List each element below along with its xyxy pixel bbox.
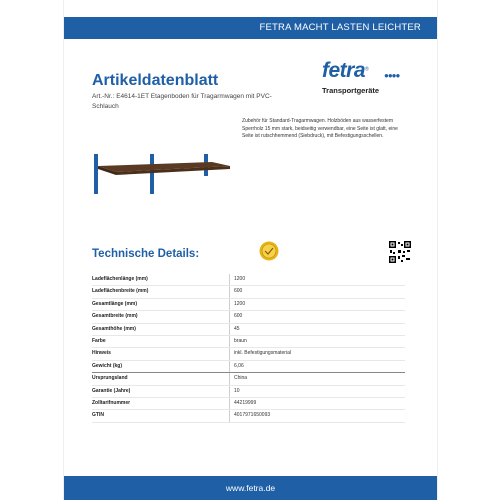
document-title: Artikeldatenblatt <box>92 72 219 89</box>
spec-row <box>92 299 405 311</box>
spec-label: Gesamtlänge (mm) <box>92 299 230 310</box>
spec-row <box>92 386 405 398</box>
fetra-logo <box>322 59 402 99</box>
footer-bar <box>64 476 437 500</box>
spec-value: China <box>234 375 248 382</box>
spec-label: Garantie (Jahre) <box>92 386 230 397</box>
footer-url[interactable]: www.fetra.de <box>225 483 276 493</box>
spec-value: 6,06 <box>234 362 244 369</box>
spec-label: Gewicht (kg) <box>92 361 230 372</box>
spec-label: Farbe <box>92 336 230 347</box>
spec-value: 600 <box>234 288 243 295</box>
spec-row <box>92 286 405 298</box>
spec-row <box>92 274 405 286</box>
datasheet-page <box>64 0 437 500</box>
spec-label: Gesamtbreite (mm) <box>92 311 230 322</box>
technical-specs-table <box>92 274 405 423</box>
spec-label: Ladeflächenlänge (mm) <box>92 274 230 285</box>
spec-row <box>92 348 405 360</box>
spec-label: Ursprungsland <box>92 373 230 384</box>
spec-value: 44219999 <box>234 399 257 406</box>
spec-label: Zolltarifnummer <box>92 398 230 409</box>
qr-code-icon <box>389 241 411 263</box>
spec-label: Hinweis <box>92 348 230 359</box>
product-description: Zubehör für Standard-Tragarmwagen. Holzböden aus wasserfestem Sperrholz 15 mm stark, beidseitig verwendbar, eine Seite ist glatt, eine Seite ist rutschhemmend (Siebdruck), mit Befestigungsschellen. <box>242 118 398 139</box>
spec-row <box>92 373 405 385</box>
logo-dots: ●●●● <box>384 71 400 80</box>
logo-tagline: Transportgeräte <box>322 86 380 95</box>
spec-value: braun <box>234 337 247 344</box>
spec-value: 45 <box>234 325 240 332</box>
spec-row <box>92 410 405 422</box>
spec-label: GTIN <box>92 410 230 421</box>
spec-label: Ladeflächenbreite (mm) <box>92 286 230 297</box>
header-banner: FETRA MACHT LASTEN LEICHTER <box>64 17 437 39</box>
spec-value: 1200 <box>234 276 246 282</box>
quality-seal-icon <box>259 241 279 261</box>
spec-row <box>92 398 405 410</box>
spec-label: Gesamthöhe (mm) <box>92 324 230 335</box>
spec-value: 10 <box>234 387 240 394</box>
spec-value: 1200 <box>234 300 246 307</box>
spec-row <box>92 336 405 348</box>
logo-brand: fetra <box>322 59 366 82</box>
spec-value: inkl. Befestigungsmaterial <box>234 350 291 357</box>
spec-row <box>92 311 405 323</box>
shelf-product-image <box>92 152 230 194</box>
spec-value: 4017971650093 <box>234 412 271 419</box>
article-subtitle: Art.-Nr.: E4614-1ET Etagenboden für Tragarmwagen mit PVC-Schlauch <box>92 93 272 110</box>
spec-row <box>92 361 405 373</box>
section-title-technical: Technische Details: <box>92 248 200 260</box>
logo-registered-mark: ® <box>365 66 369 73</box>
spec-value: 600 <box>234 313 243 320</box>
spec-row <box>92 324 405 336</box>
